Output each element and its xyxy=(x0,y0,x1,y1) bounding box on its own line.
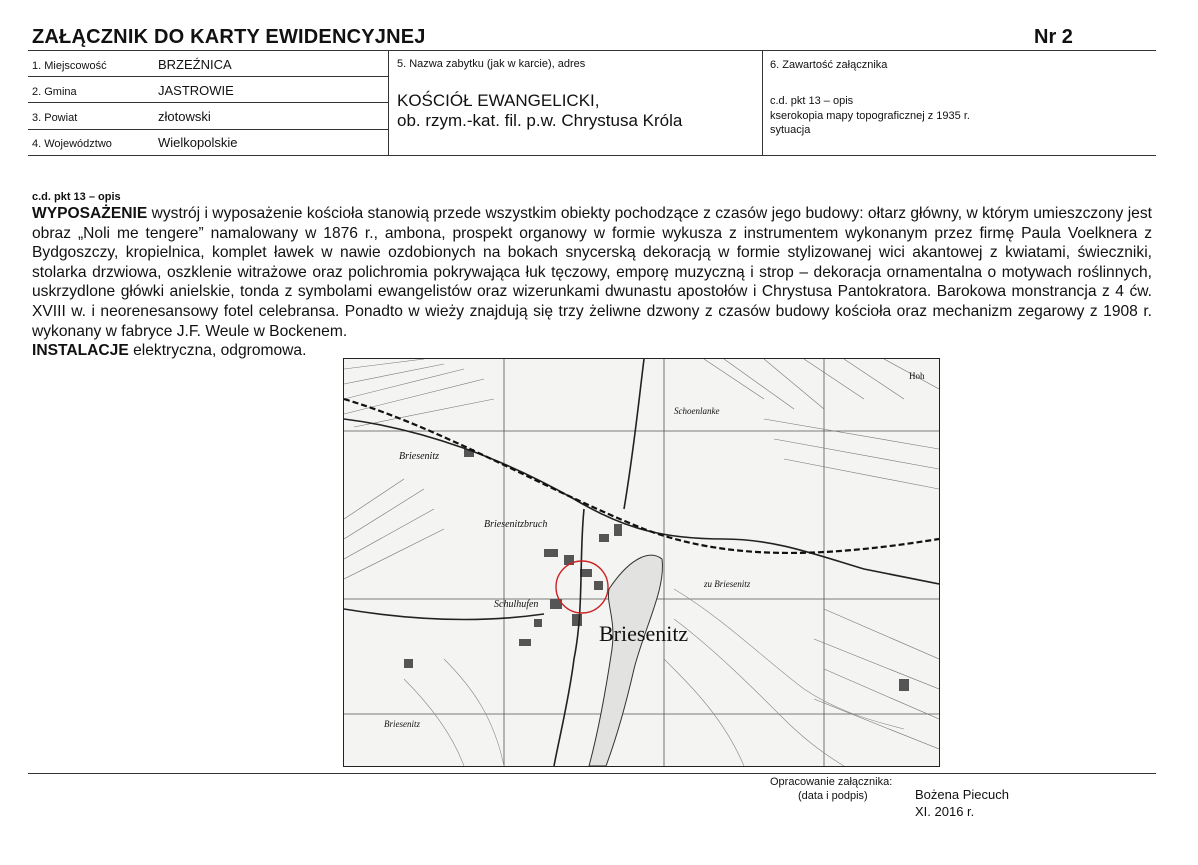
nazwa-label: 5. Nazwa zabytku (jak w karcie), adres xyxy=(397,58,586,70)
attachment-number: Nr 2 xyxy=(1034,26,1073,48)
map-label-school: Schulhufen xyxy=(494,599,539,610)
miejscowosc-label: 1. Miejscowość xyxy=(32,60,107,72)
description-text xyxy=(32,190,1152,361)
column-divider xyxy=(388,50,389,155)
map-label-corner: Hoh xyxy=(909,371,925,381)
monument-subtitle: ob. rzym.-kat. fil. p.w. Chrystusa Króla xyxy=(397,111,683,130)
section-heading: c.d. pkt 13 – opis xyxy=(32,191,121,203)
wyposazenie-text: wystrój i wyposażenie kościoła stanowią przede wszystkim obiekty pochodzące z czasów jego budowy: ołtarz główny, w którym umieszczony jest obraz „Noli me tengere” namalowany w 1876 r., ambona, prospekt organowy w formie wykusza z instrumentem wykonanym przez firmę Paula Voelknera z Bydgoszczy, kropielnica, komplet ławek w nawie ozdobionych na bokach snycerską dekoracją w formie stylizowanej wici akantowej z kwiatami, świeczniki, stolarka drzwiowa, oszklenie witrażowe oraz polichromia pokrywająca łuk tęczowy, emporę muzyczną i strop – dekoracja ornamentalna o motywach roślinnych, uskrzydlone główki anielskie, tonda z symbolami ewangelistów oraz wizerunkami dwunastu apostołów i Chrystusa Pantokratora. Barokowa monstrancja z 4 ćw. XVIII w. i neorenesansowy fotel celebransa. Ponadto w wieży znajdują się trzy żeliwne dzwony z czasów budowy kościoła oraz mechanizm zegarowy z 1908 r. wykonany w fabryce J.F. Weule w Bockenem. xyxy=(32,205,1152,340)
zawartosc-label: 6. Zawartość załącznika xyxy=(770,59,888,71)
map-label-bruch: Briesenitzbruch xyxy=(484,519,548,530)
monument-name: KOŚCIÓŁ EWANGELICKI, xyxy=(397,91,600,110)
map-town-label: Briesenitz xyxy=(599,621,689,646)
row-divider xyxy=(28,102,388,103)
wyposazenie-heading: WYPOSAŻENIE xyxy=(32,205,148,222)
map-label-north: Schoenlanke xyxy=(674,406,720,416)
row-divider xyxy=(28,76,388,77)
map-label-south: Briesenitz xyxy=(384,719,420,729)
topographic-map xyxy=(343,358,940,767)
column-divider xyxy=(762,50,763,155)
table-bottom-border xyxy=(28,155,1156,156)
miejscowosc-value: BRZEŹNICA xyxy=(158,57,232,72)
wojewodztwo-label: 4. Województwo xyxy=(32,138,112,150)
map-label-east: zu Briesenitz xyxy=(704,579,751,589)
gmina-value: JASTROWIE xyxy=(158,83,234,98)
prepared-date: XI. 2016 r. xyxy=(915,804,975,819)
table-top-border xyxy=(28,50,1156,51)
powiat-label: 3. Powiat xyxy=(32,112,78,124)
zawartosc-item-1: c.d. pkt 13 – opis xyxy=(770,95,854,107)
zawartosc-item-2: kserokopia mapy topograficznej z 1935 r. xyxy=(770,110,970,122)
prepared-label: Opracowanie załącznika: xyxy=(770,776,893,788)
instalacje-heading: INSTALACJE xyxy=(32,342,129,360)
row-divider xyxy=(28,129,388,130)
map-drawing xyxy=(344,359,939,766)
footer-divider xyxy=(28,773,1156,774)
map-label-top-left: Briesenitz xyxy=(399,451,439,462)
wojewodztwo-value: Wielkopolskie xyxy=(158,135,238,150)
gmina-label: 2. Gmina xyxy=(32,86,77,98)
author-name: Bożena Piecuch xyxy=(915,787,1009,802)
document-title: ZAŁĄCZNIK DO KARTY EWIDENCYJNEJ xyxy=(32,26,426,48)
instalacje-text: elektryczna, odgromowa. xyxy=(128,342,307,360)
zawartosc-item-3: sytuacja xyxy=(770,124,811,136)
powiat-value: złotowski xyxy=(158,109,211,124)
date-sign-label: (data i podpis) xyxy=(798,790,868,802)
